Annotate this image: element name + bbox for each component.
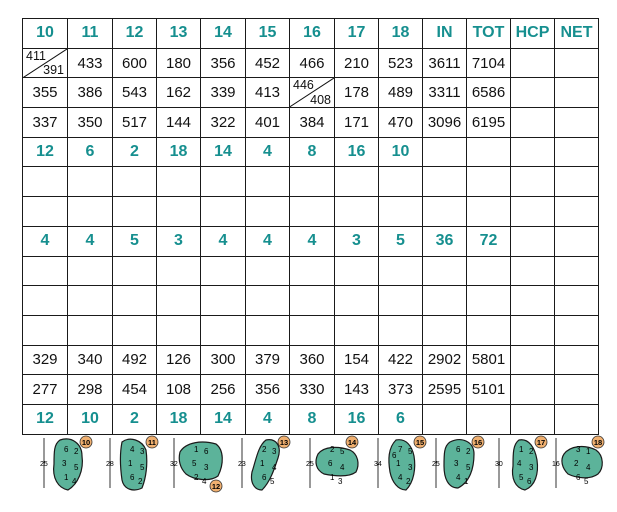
- pin-position-number: 4: [398, 473, 403, 482]
- score-entry-cell[interactable]: [555, 167, 599, 197]
- score-entry-cell[interactable]: [379, 167, 423, 197]
- pin-position-number: 5: [74, 463, 79, 472]
- handicap-row-cell: [467, 137, 511, 167]
- score-entry-cell[interactable]: [68, 286, 113, 316]
- pin-position-number: 4: [272, 463, 277, 472]
- forward-yard-row-cell: 2595: [423, 375, 467, 405]
- handicap-row-2-cell: 10: [68, 404, 113, 434]
- pin-position-number: 5: [340, 447, 345, 456]
- forward-yard-row-cell: 256: [201, 375, 246, 405]
- handicap-row-2-cell: [423, 404, 467, 434]
- score-entry-cell[interactable]: [113, 167, 157, 197]
- split-yardage-bottom: 391: [43, 63, 64, 78]
- pin-position-number: 3: [338, 477, 343, 486]
- header-row-cell: 16: [290, 19, 335, 49]
- yard-row-3-cell: 401: [246, 108, 290, 138]
- score-entry-cell[interactable]: [157, 167, 201, 197]
- pin-position-number: 3: [62, 459, 67, 468]
- green-outline: [179, 442, 222, 480]
- split-yardage-top: 411: [26, 48, 46, 63]
- hole-map-14: [304, 432, 366, 496]
- player-score-row: [23, 256, 599, 286]
- yard-row-2-cell: 489: [379, 78, 423, 108]
- pin-position-number: 4: [202, 477, 207, 486]
- hole-map-16: [430, 432, 492, 496]
- pin-position-number: 5: [192, 459, 197, 468]
- par-row-cell: 72: [467, 226, 511, 256]
- pin-position-number: 6: [130, 473, 135, 482]
- pin-position-number: 1: [396, 459, 401, 468]
- score-entry-cell[interactable]: [113, 256, 157, 286]
- yard-row-2-cell: [511, 78, 555, 108]
- handicap-row-2-cell: 4: [246, 404, 290, 434]
- yard-row-3-cell: 517: [113, 108, 157, 138]
- score-entry-cell[interactable]: [335, 256, 379, 286]
- score-entry-cell[interactable]: [23, 197, 68, 227]
- yard-row-3-cell: 337: [23, 108, 68, 138]
- yard-row-2-cell: 162: [157, 78, 201, 108]
- forward-yard-row-cell: 5101: [467, 375, 511, 405]
- header-row-cell: 10: [23, 19, 68, 49]
- split-yardage-bottom: 408: [310, 93, 331, 108]
- pin-position-number: 6: [64, 445, 69, 454]
- yard-row-3: [23, 108, 599, 138]
- forward-yard-row-cell: 108: [157, 375, 201, 405]
- score-entry-cell[interactable]: [335, 197, 379, 227]
- forward-yard-row-cell: 2902: [423, 345, 467, 375]
- handicap-row-cell: 10: [379, 137, 423, 167]
- yard-row-3-cell: 322: [201, 108, 246, 138]
- yard-row-1-cell: 210: [335, 48, 379, 78]
- score-entry-cell[interactable]: [511, 167, 555, 197]
- score-entry-cell[interactable]: [467, 315, 511, 345]
- scorecard-table: [22, 18, 599, 435]
- score-entry-cell[interactable]: [290, 197, 335, 227]
- score-entry-cell[interactable]: [423, 315, 467, 345]
- forward-yard-row-cell: [555, 375, 599, 405]
- pin-position-number: 1: [464, 477, 469, 486]
- pin-position-number: 3: [529, 463, 534, 472]
- player-score-row: [23, 315, 599, 345]
- pin-position-number: 2: [194, 473, 199, 482]
- forward-yard-row-cell: 300: [201, 345, 246, 375]
- handicap-row-cell: 2: [113, 137, 157, 167]
- pin-position-number: 4: [517, 459, 522, 468]
- header-row-cell: NET: [555, 19, 599, 49]
- handicap-row-2: [23, 404, 599, 434]
- yard-row-2-cell: 6586: [467, 78, 511, 108]
- pin-position-number: 4: [456, 473, 461, 482]
- yard-row-2-cell: 178: [335, 78, 379, 108]
- pin-position-number: 6: [204, 447, 209, 456]
- score-entry-cell[interactable]: [201, 315, 246, 345]
- yard-row-1-cell: 600: [113, 48, 157, 78]
- par-row-cell: 4: [23, 226, 68, 256]
- par-row-cell: 3: [157, 226, 201, 256]
- hole-number-label: 13: [279, 438, 289, 447]
- forward-yard-row-cell: 329: [23, 345, 68, 375]
- forward-yard-row-cell: [511, 375, 555, 405]
- score-entry-cell[interactable]: [68, 256, 113, 286]
- score-entry-cell[interactable]: [555, 197, 599, 227]
- pin-position-number: 6: [576, 473, 581, 482]
- handicap-row: [23, 137, 599, 167]
- hole-map-13: [236, 432, 298, 496]
- pin-position-number: 1: [519, 445, 524, 454]
- header-row-cell: HCP: [511, 19, 555, 49]
- hole-map-length: 25: [432, 461, 440, 468]
- pin-position-number: 6: [456, 445, 461, 454]
- hole-map-length: 34: [374, 461, 382, 468]
- yard-row-1-cell: 466: [290, 48, 335, 78]
- score-entry-cell[interactable]: [379, 197, 423, 227]
- score-entry-cell[interactable]: [290, 256, 335, 286]
- score-entry-cell[interactable]: [246, 167, 290, 197]
- yard-row-1-cell: [555, 48, 599, 78]
- yard-row-2-cell: 543: [113, 78, 157, 108]
- hole-map-length: 16: [552, 461, 560, 468]
- score-entry-cell[interactable]: [157, 256, 201, 286]
- pin-position-number: 7: [398, 445, 403, 454]
- pin-position-number: 5: [140, 463, 145, 472]
- score-entry-cell[interactable]: [23, 256, 68, 286]
- forward-yard-row: [23, 345, 599, 375]
- handicap-row-2-cell: 12: [23, 404, 68, 434]
- header-row-cell: 15: [246, 19, 290, 49]
- handicap-row-2-cell: 18: [157, 404, 201, 434]
- pin-position-number: 2: [262, 445, 267, 454]
- green-outline: [316, 447, 358, 476]
- yard-row-1-cell: [511, 48, 555, 78]
- yard-row-3-cell: 384: [290, 108, 335, 138]
- hole-map-11: [104, 432, 166, 496]
- score-entry-cell[interactable]: [379, 256, 423, 286]
- forward-yard-row-cell: 356: [246, 375, 290, 405]
- pin-position-number: 3: [140, 447, 145, 456]
- score-entry-cell[interactable]: [23, 286, 68, 316]
- pin-position-number: 6: [527, 477, 532, 486]
- hole-map-length: 23: [238, 461, 246, 468]
- score-entry-cell[interactable]: [113, 286, 157, 316]
- yard-row-3-cell: 6195: [467, 108, 511, 138]
- yard-row-3-cell: 171: [335, 108, 379, 138]
- score-entry-cell[interactable]: [201, 167, 246, 197]
- yard-row-2: [23, 78, 599, 108]
- handicap-row-cell: 6: [68, 137, 113, 167]
- score-entry-cell[interactable]: [467, 197, 511, 227]
- handicap-row-cell: 4: [246, 137, 290, 167]
- pin-position-number: 3: [576, 445, 581, 454]
- header-row-cell: IN: [423, 19, 467, 49]
- yard-row-1-cell: 433: [68, 48, 113, 78]
- player-score-row: [23, 167, 599, 197]
- score-entry-cell[interactable]: [23, 315, 68, 345]
- handicap-row-cell: 12: [23, 137, 68, 167]
- score-entry-cell[interactable]: [511, 286, 555, 316]
- hole-maps-strip: [38, 432, 608, 496]
- yard-row-1-cell: 7104: [467, 48, 511, 78]
- hole-map-length: 28: [106, 461, 114, 468]
- hole-map-17: [493, 432, 555, 496]
- pin-position-number: 2: [138, 477, 143, 486]
- pin-position-number: 3: [454, 459, 459, 468]
- hole-number-label: 10: [81, 438, 91, 447]
- pin-position-number: 6: [328, 459, 333, 468]
- forward-yard-row-cell: 298: [68, 375, 113, 405]
- handicap-row-cell: 18: [157, 137, 201, 167]
- header-row-cell: 13: [157, 19, 201, 49]
- yard-row-3-cell: [511, 108, 555, 138]
- pin-position-number: 1: [586, 447, 591, 456]
- yard-row-3-cell: 470: [379, 108, 423, 138]
- hole-number-label: 18: [593, 438, 603, 447]
- hole-number-label: 12: [211, 482, 221, 491]
- split-yardage-top: 446: [293, 78, 314, 93]
- score-entry-cell[interactable]: [467, 286, 511, 316]
- score-entry-cell[interactable]: [68, 197, 113, 227]
- yard-row-1-cell: 3611: [423, 48, 467, 78]
- green-outline: [562, 447, 602, 478]
- par-row-cell: 5: [379, 226, 423, 256]
- pin-position-number: 6: [392, 451, 397, 460]
- forward-yard-row-cell: 5801: [467, 345, 511, 375]
- pin-position-number: 1: [128, 459, 133, 468]
- handicap-row-2-cell: 8: [290, 404, 335, 434]
- hole-map-12: [168, 432, 230, 496]
- pin-position-number: 3: [272, 447, 277, 456]
- hole-number-label: 15: [415, 438, 425, 447]
- forward-yard-row-cell: 340: [68, 345, 113, 375]
- hole-map-length: 25: [40, 461, 48, 468]
- score-entry-cell[interactable]: [511, 315, 555, 345]
- score-entry-cell[interactable]: [201, 286, 246, 316]
- score-entry-cell[interactable]: [555, 286, 599, 316]
- score-entry-cell[interactable]: [379, 286, 423, 316]
- pin-position-number: 1: [260, 459, 265, 468]
- score-entry-cell[interactable]: [511, 197, 555, 227]
- header-row-cell: 17: [335, 19, 379, 49]
- forward-yard-row-cell: 330: [290, 375, 335, 405]
- yard-row-3-cell: 144: [157, 108, 201, 138]
- handicap-row-2-cell: 6: [379, 404, 423, 434]
- score-entry-cell[interactable]: [335, 167, 379, 197]
- par-row-cell: 36: [423, 226, 467, 256]
- score-entry-cell[interactable]: [157, 286, 201, 316]
- score-entry-cell[interactable]: [335, 286, 379, 316]
- score-entry-cell[interactable]: [511, 256, 555, 286]
- pin-position-number: 4: [340, 463, 345, 472]
- score-entry-cell[interactable]: [467, 167, 511, 197]
- score-entry-cell[interactable]: [290, 286, 335, 316]
- split-yardage: [23, 49, 67, 78]
- handicap-row-2-cell: 14: [201, 404, 246, 434]
- player-score-row: [23, 197, 599, 227]
- par-row-cell: 4: [201, 226, 246, 256]
- hole-map-15: [372, 432, 434, 496]
- pin-position-number: 5: [466, 463, 471, 472]
- header-row-cell: 11: [68, 19, 113, 49]
- score-entry-cell[interactable]: [157, 197, 201, 227]
- par-row-cell: 4: [246, 226, 290, 256]
- hole-number-label: 17: [536, 438, 546, 447]
- pin-position-number: 1: [330, 473, 335, 482]
- pin-position-number: 5: [270, 477, 275, 486]
- forward-yard-row-cell: 373: [379, 375, 423, 405]
- score-entry-cell[interactable]: [246, 315, 290, 345]
- pin-position-number: 2: [529, 447, 534, 456]
- score-entry-cell[interactable]: [423, 256, 467, 286]
- score-entry-cell[interactable]: [423, 167, 467, 197]
- score-entry-cell[interactable]: [379, 315, 423, 345]
- par-row-cell: 5: [113, 226, 157, 256]
- score-entry-cell[interactable]: [335, 315, 379, 345]
- score-entry-cell[interactable]: [423, 286, 467, 316]
- yard-row-3-cell: 350: [68, 108, 113, 138]
- yard-row-1-cell: 523: [379, 48, 423, 78]
- score-entry-cell[interactable]: [423, 197, 467, 227]
- pin-position-number: 6: [262, 473, 267, 482]
- forward-yard-row-cell: 454: [113, 375, 157, 405]
- hole-map-10: [38, 432, 100, 496]
- header-row-cell: 12: [113, 19, 157, 49]
- hole-map-length: 30: [495, 461, 503, 468]
- score-entry-cell[interactable]: [157, 315, 201, 345]
- score-entry-cell[interactable]: [290, 315, 335, 345]
- player-score-row: [23, 286, 599, 316]
- score-entry-cell[interactable]: [68, 315, 113, 345]
- yard-row-2-cell: 355: [23, 78, 68, 108]
- yard-row-1: [23, 48, 599, 78]
- split-yardage-cell: [290, 78, 335, 108]
- yard-row-2-cell: 3311: [423, 78, 467, 108]
- par-row-cell: [555, 226, 599, 256]
- forward-yard-row-cell: 143: [335, 375, 379, 405]
- pin-position-number: 3: [204, 463, 209, 472]
- score-entry-cell[interactable]: [555, 315, 599, 345]
- score-entry-cell[interactable]: [113, 197, 157, 227]
- pin-position-number: 4: [586, 463, 591, 472]
- score-entry-cell[interactable]: [467, 256, 511, 286]
- score-entry-cell[interactable]: [246, 197, 290, 227]
- forward-yard-row-cell: [511, 345, 555, 375]
- forward-yard-row-cell: 277: [23, 375, 68, 405]
- header-row: [23, 19, 599, 49]
- handicap-row-2-cell: [467, 404, 511, 434]
- hole-map-length: 25: [306, 461, 314, 468]
- yard-row-1-cell: 356: [201, 48, 246, 78]
- hole-map-length: 32: [170, 461, 178, 468]
- score-entry-cell[interactable]: [23, 167, 68, 197]
- header-row-cell: 14: [201, 19, 246, 49]
- yard-row-2-cell: [555, 78, 599, 108]
- yard-row-3-cell: [555, 108, 599, 138]
- par-row-cell: [511, 226, 555, 256]
- pin-position-number: 5: [584, 477, 589, 486]
- score-entry-cell[interactable]: [201, 256, 246, 286]
- yard-row-2-cell: 413: [246, 78, 290, 108]
- forward-yard-row-cell: 126: [157, 345, 201, 375]
- score-entry-cell[interactable]: [201, 197, 246, 227]
- yard-row-3-cell: 3096: [423, 108, 467, 138]
- handicap-row-cell: [511, 137, 555, 167]
- forward-yard-row: [23, 375, 599, 405]
- split-yardage: [290, 78, 334, 107]
- handicap-row-2-cell: 2: [113, 404, 157, 434]
- pin-position-number: 5: [408, 447, 413, 456]
- score-entry-cell[interactable]: [113, 315, 157, 345]
- handicap-row-cell: 16: [335, 137, 379, 167]
- handicap-row-2-cell: [511, 404, 555, 434]
- yard-row-1-cell: 180: [157, 48, 201, 78]
- forward-yard-row-cell: 422: [379, 345, 423, 375]
- handicap-row-cell: [423, 137, 467, 167]
- forward-yard-row-cell: 379: [246, 345, 290, 375]
- pin-position-number: 2: [330, 445, 335, 454]
- pin-position-number: 2: [406, 477, 411, 486]
- par-row-cell: 4: [68, 226, 113, 256]
- score-entry-cell[interactable]: [555, 256, 599, 286]
- pin-position-number: 2: [74, 447, 79, 456]
- handicap-row-cell: 8: [290, 137, 335, 167]
- pin-position-number: 1: [194, 445, 199, 454]
- forward-yard-row-cell: 154: [335, 345, 379, 375]
- hole-number-label: 16: [473, 438, 483, 447]
- score-entry-cell[interactable]: [246, 256, 290, 286]
- pin-position-number: 5: [519, 473, 524, 482]
- pin-position-number: 4: [130, 445, 135, 454]
- pin-position-number: 2: [466, 447, 471, 456]
- handicap-row-cell: 14: [201, 137, 246, 167]
- hole-number-label: 11: [148, 438, 156, 447]
- par-row: [23, 226, 599, 256]
- score-entry-cell[interactable]: [68, 167, 113, 197]
- yard-row-2-cell: 386: [68, 78, 113, 108]
- handicap-row-2-cell: [555, 404, 599, 434]
- pin-position-number: 2: [574, 459, 579, 468]
- hole-map-18: [550, 432, 612, 496]
- yard-row-1-cell: 452: [246, 48, 290, 78]
- forward-yard-row-cell: [555, 345, 599, 375]
- forward-yard-row-cell: 492: [113, 345, 157, 375]
- par-row-cell: 3: [335, 226, 379, 256]
- header-row-cell: TOT: [467, 19, 511, 49]
- score-entry-cell[interactable]: [290, 167, 335, 197]
- split-yardage-cell: [23, 48, 68, 78]
- pin-position-number: 1: [64, 473, 69, 482]
- pin-position-number: 4: [72, 477, 77, 486]
- score-entry-cell[interactable]: [246, 286, 290, 316]
- header-row-cell: 18: [379, 19, 423, 49]
- par-row-cell: 4: [290, 226, 335, 256]
- hole-number-label: 14: [347, 438, 357, 447]
- forward-yard-row-cell: 360: [290, 345, 335, 375]
- pin-position-number: 3: [408, 463, 413, 472]
- yard-row-2-cell: 339: [201, 78, 246, 108]
- handicap-row-2-cell: 16: [335, 404, 379, 434]
- handicap-row-cell: [555, 137, 599, 167]
